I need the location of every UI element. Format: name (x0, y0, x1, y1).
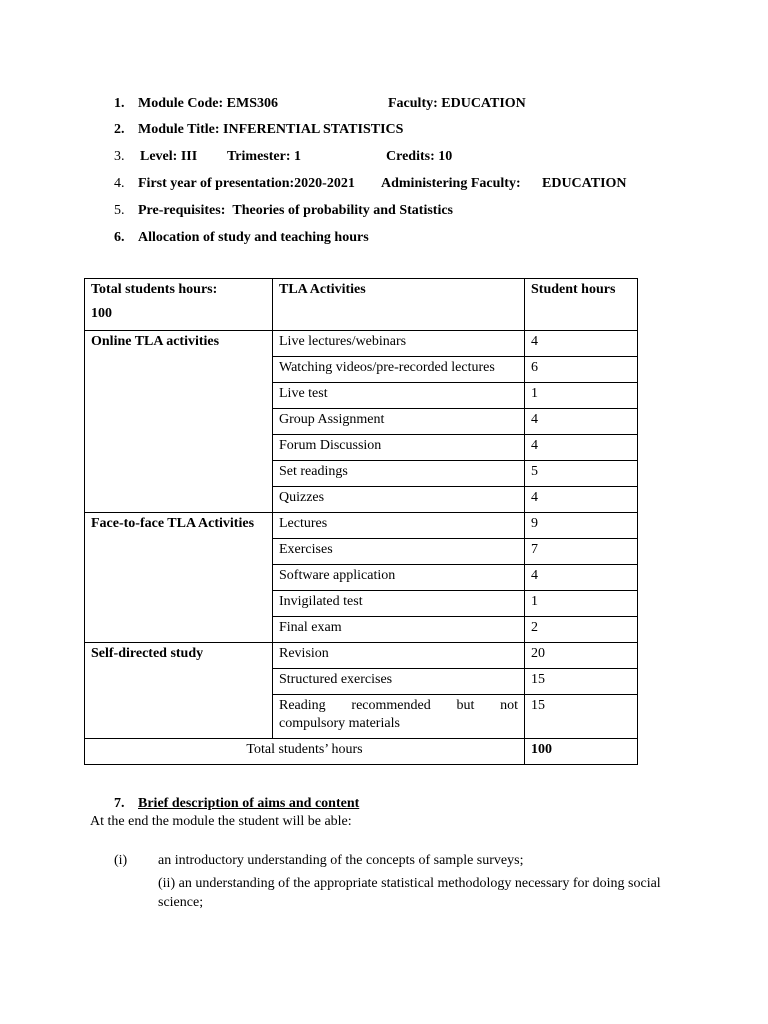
aim-marker: (i) (114, 853, 128, 868)
activity-cell: Reading recommended but not compulsory materials (273, 695, 525, 739)
info-line-2: 2. Module Title: INFERENTIAL STATISTICS (114, 122, 404, 137)
section-7-heading: 7. Brief description of aims and content (114, 796, 360, 811)
activity-cell: Lectures (273, 513, 525, 539)
header-total-hours: Total students hours: 100 (85, 279, 273, 331)
hours-cell: 6 (525, 357, 638, 383)
module-title: Module Title: INFERENTIAL STATISTICS (138, 122, 404, 137)
header-student-hours: Student hours (525, 279, 638, 331)
table-row (85, 513, 638, 539)
activity-cell: Final exam (273, 617, 525, 643)
activity-cell: Quizzes (273, 487, 525, 513)
allocation-heading: Allocation of study and teaching hours (138, 230, 369, 245)
prerequisites-value: Theories of probability and Statistics (232, 203, 454, 218)
hours-cell: 1 (525, 383, 638, 409)
hours-cell: 7 (525, 539, 638, 565)
activity-cell: Watching videos/pre-recorded lectures (273, 357, 525, 383)
hours-cell: 20 (525, 643, 638, 669)
section-7-intro: At the end the module the student will be able: (90, 814, 352, 829)
hours-cell: 4 (525, 565, 638, 591)
group-label: Online TLA activities (85, 331, 273, 513)
prerequisites-label: Pre-requisites: (138, 203, 226, 218)
info-line-6: 6. Allocation of study and teaching hours (114, 230, 369, 245)
study-hours-table (84, 278, 638, 765)
group-label: Face-to-face TLA Activities (85, 513, 273, 643)
aim-item-2: (ii) an understanding of the appropriate statistical methodology necessary for doing social science; (158, 876, 661, 910)
level: Level: III (140, 149, 198, 164)
group-label: Self-directed study (85, 643, 273, 739)
activity-cell: Group Assignment (273, 409, 525, 435)
credits: Credits: 10 (386, 149, 453, 164)
activity-cell: Software application (273, 565, 525, 591)
hours-cell: 4 (525, 409, 638, 435)
activity-cell: Set readings (273, 461, 525, 487)
hours-cell: 15 (525, 669, 638, 695)
section-7-title: Brief description of aims and content (138, 796, 360, 811)
info-line-3: 3. Level: III Trimester: 1 Credits: 10 (114, 149, 453, 164)
total-value: 100 (525, 739, 638, 765)
administering-faculty-label: Administering Faculty: (381, 176, 521, 191)
hours-cell: 2 (525, 617, 638, 643)
hours-cell: 5 (525, 461, 638, 487)
activity-cell: Live lectures/webinars (273, 331, 525, 357)
hours-cell: 9 (525, 513, 638, 539)
info-line-1: 1. Module Code: EMS306 Faculty: EDUCATION (114, 96, 526, 111)
activity-cell: Invigilated test (273, 591, 525, 617)
total-row (85, 739, 638, 765)
administering-faculty-value: EDUCATION (542, 176, 627, 191)
first-year-presentation: First year of presentation:2020-2021 (138, 176, 355, 191)
activity-cell: Live test (273, 383, 525, 409)
hours-cell: 4 (525, 487, 638, 513)
activity-cell: Exercises (273, 539, 525, 565)
table-row (85, 643, 638, 669)
aim-item-1 (114, 852, 524, 870)
table-row (85, 331, 638, 357)
info-line-4: 4. First year of presentation:2020-2021 Administering Faculty: EDUCATION (114, 176, 627, 191)
activity-cell: Forum Discussion (273, 435, 525, 461)
header-tla-activities: TLA Activities (273, 279, 525, 331)
trimester: Trimester: 1 (227, 149, 301, 164)
total-label: Total students’ hours (85, 739, 525, 765)
faculty: Faculty: EDUCATION (388, 96, 526, 111)
info-line-5: 5. Pre-requisites: Theories of probability and Statistics (114, 203, 454, 218)
hours-cell: 1 (525, 591, 638, 617)
table-header-row (85, 279, 638, 331)
activity-cell: Revision (273, 643, 525, 669)
activity-cell: Structured exercises (273, 669, 525, 695)
aim-text: an introductory understanding of the concepts of sample surveys; (158, 853, 524, 868)
hours-cell: 4 (525, 435, 638, 461)
module-code: Module Code: EMS306 (138, 96, 278, 111)
hours-cell: 4 (525, 331, 638, 357)
hours-cell: 15 (525, 695, 638, 739)
